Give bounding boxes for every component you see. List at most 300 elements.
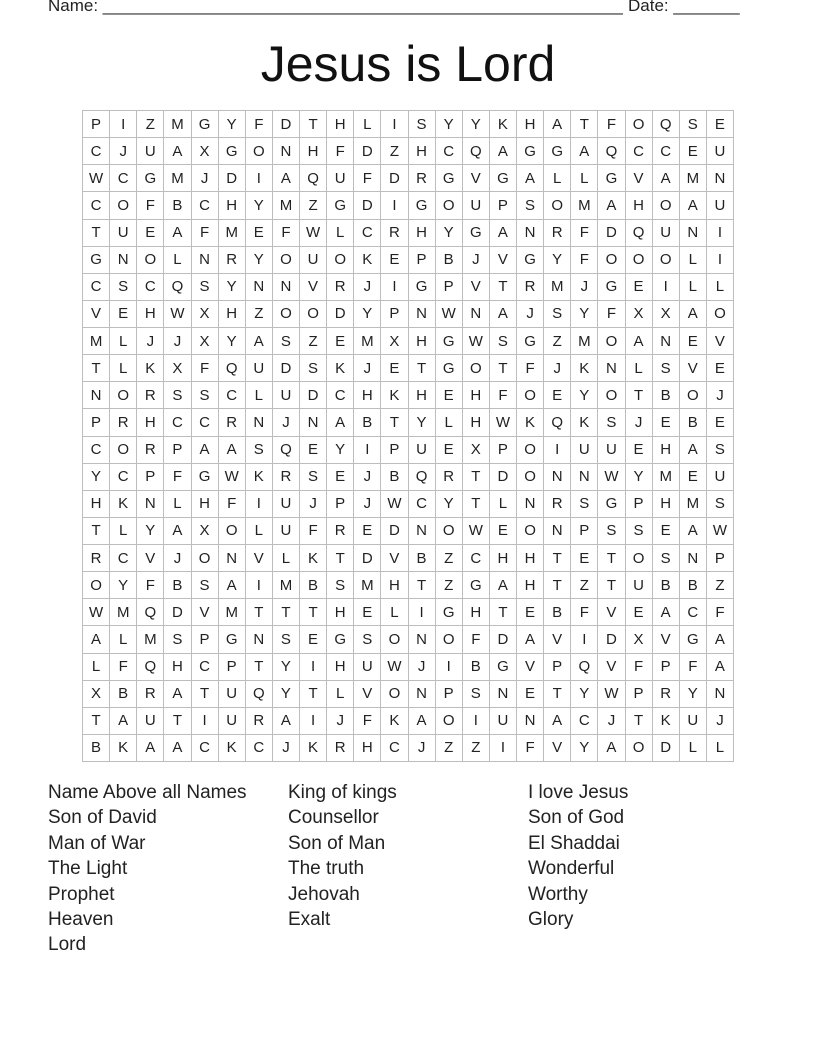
grid-cell: H [219,301,246,328]
grid-cell: O [598,247,625,274]
grid-cell: D [354,192,381,219]
grid-cell: W [463,328,490,355]
grid-cell: Y [463,111,490,138]
grid-cell: Q [246,681,273,708]
word-list-item: Jehovah [288,883,360,905]
grid-cell: Y [680,681,707,708]
grid-cell: C [219,382,246,409]
grid-cell: F [680,654,707,681]
grid-cell: H [137,409,164,436]
grid-cell: P [707,545,734,572]
grid-cell: R [544,220,571,247]
grid-cell: P [626,491,653,518]
grid-cell: A [137,735,164,762]
word-list-item: The truth [288,858,365,880]
grid-cell: B [463,654,490,681]
grid-cell: T [83,355,110,382]
grid-cell: C [83,437,110,464]
grid-cell: Q [164,274,191,301]
grid-cell: U [409,437,436,464]
grid-cell: E [680,464,707,491]
grid-cell: T [490,274,517,301]
grid-cell: A [680,192,707,219]
grid-cell: O [653,192,680,219]
grid-cell: I [381,274,408,301]
grid-cell: O [110,192,137,219]
grid-cell: E [517,681,544,708]
grid-cell: H [219,192,246,219]
grid-cell: D [490,626,517,653]
grid-cell: W [598,681,625,708]
grid-cell: Y [626,464,653,491]
grid-cell: L [246,382,273,409]
grid-cell: L [707,274,734,301]
word-list-item: Counsellor [288,807,379,829]
grid-cell: U [707,138,734,165]
grid-cell: U [246,355,273,382]
grid-cell: N [544,464,571,491]
grid-cell: U [490,708,517,735]
grid-cell: E [653,518,680,545]
grid-cell: F [137,572,164,599]
grid-cell: I [300,654,327,681]
grid-cell: F [110,654,137,681]
grid-cell: F [707,599,734,626]
grid-cell: Q [300,165,327,192]
grid-cell: V [463,165,490,192]
grid-cell: G [327,626,354,653]
grid-cell: B [381,464,408,491]
grid-cell: P [83,409,110,436]
grid-cell: T [544,572,571,599]
grid-cell: H [83,491,110,518]
grid-cell: N [707,681,734,708]
grid-cell: O [436,626,463,653]
grid-cell: M [164,165,191,192]
grid-cell: C [164,409,191,436]
grid-cell: A [680,437,707,464]
word-list-item: King of kings [288,782,397,803]
grid-cell: E [626,599,653,626]
grid-cell: J [110,138,137,165]
grid-cell: G [490,165,517,192]
grid-cell: E [436,437,463,464]
word-list-item: Man of War [48,832,146,854]
grid-cell: K [381,382,408,409]
grid-cell: G [436,355,463,382]
grid-cell: J [707,708,734,735]
grid-cell: U [110,220,137,247]
grid-cell: N [571,464,598,491]
grid-cell: C [436,138,463,165]
grid-cell: A [680,301,707,328]
grid-cell: G [327,192,354,219]
grid-cell: Y [273,681,300,708]
grid-cell: R [137,382,164,409]
grid-cell: Z [544,328,571,355]
grid-cell: G [680,626,707,653]
grid-cell: S [571,491,598,518]
grid-cell: Q [598,138,625,165]
grid-cell: G [598,274,625,301]
grid-cell: L [707,735,734,762]
grid-cell: B [354,409,381,436]
grid-cell: F [137,192,164,219]
grid-cell: S [409,111,436,138]
grid-cell: C [83,274,110,301]
grid-cell: E [436,382,463,409]
grid-cell: C [110,464,137,491]
grid-cell: N [300,409,327,436]
word-list-item: The Light [48,858,128,880]
grid-cell: H [626,192,653,219]
grid-cell: C [626,138,653,165]
grid-cell: D [219,165,246,192]
grid-cell: Y [83,464,110,491]
grid-cell: G [436,165,463,192]
grid-cell: L [680,274,707,301]
grid-cell: N [409,681,436,708]
grid-cell: P [381,437,408,464]
grid-cell: X [626,301,653,328]
grid-cell: B [300,572,327,599]
grid-cell: V [381,545,408,572]
grid-cell: F [354,165,381,192]
grid-cell: L [83,654,110,681]
grid-cell: G [409,192,436,219]
grid-cell: F [517,355,544,382]
grid-cell: I [463,708,490,735]
grid-cell: U [707,464,734,491]
grid-cell: L [571,165,598,192]
grid-cell: E [327,464,354,491]
grid-cell: F [192,220,219,247]
date-field-label: Date: _______ [628,0,740,15]
grid-cell: L [680,247,707,274]
grid-cell: H [653,491,680,518]
grid-cell: T [300,599,327,626]
grid-cell: O [517,464,544,491]
grid-cell: P [381,301,408,328]
grid-cell: X [463,437,490,464]
grid-cell: B [653,572,680,599]
grid-cell: A [490,220,517,247]
grid-cell: Y [571,681,598,708]
grid-cell: Z [436,572,463,599]
grid-cell: G [409,274,436,301]
grid-cell: K [110,735,137,762]
grid-cell: X [653,301,680,328]
grid-cell: E [571,545,598,572]
grid-cell: T [463,491,490,518]
grid-cell: F [354,708,381,735]
grid-cell: N [490,681,517,708]
grid-cell: Y [219,328,246,355]
grid-cell: L [327,220,354,247]
grid-cell: V [626,165,653,192]
grid-cell: E [626,437,653,464]
grid-cell: Q [544,409,571,436]
grid-cell: N [83,382,110,409]
grid-cell: I [490,735,517,762]
grid-cell: O [517,437,544,464]
grid-cell: E [381,247,408,274]
grid-cell: N [409,301,436,328]
grid-cell: V [544,626,571,653]
grid-cell: N [409,626,436,653]
grid-cell: Z [137,111,164,138]
grid-cell: A [327,409,354,436]
grid-cell: A [680,518,707,545]
grid-cell: A [653,599,680,626]
grid-cell: P [653,654,680,681]
grid-cell: Y [409,409,436,436]
grid-cell: G [490,654,517,681]
grid-cell: F [571,247,598,274]
grid-cell: P [490,437,517,464]
grid-cell: Y [327,437,354,464]
grid-cell: M [653,464,680,491]
grid-cell: W [83,165,110,192]
grid-cell: G [463,220,490,247]
grid-cell: E [626,274,653,301]
grid-cell: P [436,681,463,708]
grid-cell: J [409,735,436,762]
grid-cell: L [273,545,300,572]
grid-cell: C [83,138,110,165]
grid-cell: D [164,599,191,626]
grid-cell: W [164,301,191,328]
grid-cell: J [164,545,191,572]
grid-cell: D [354,138,381,165]
word-list-item: Son of God [528,807,625,829]
grid-cell: T [544,681,571,708]
grid-cell: B [544,599,571,626]
word-column-2 [288,780,397,932]
grid-cell: F [327,138,354,165]
grid-cell: T [490,355,517,382]
grid-cell: I [246,572,273,599]
grid-cell: A [219,572,246,599]
word-list-item: Glory [528,909,574,931]
grid-cell: O [273,247,300,274]
grid-cell: E [707,409,734,436]
grid-cell: N [246,274,273,301]
grid-cell: E [544,382,571,409]
grid-cell: H [517,111,544,138]
grid-cell: J [164,328,191,355]
grid-cell: G [219,626,246,653]
grid-cell: I [300,708,327,735]
grid-cell: Q [653,111,680,138]
grid-cell: S [110,274,137,301]
grid-cell: S [653,355,680,382]
grid-cell: M [680,165,707,192]
grid-cell: S [490,328,517,355]
grid-cell: O [463,355,490,382]
grid-cell: K [327,355,354,382]
grid-cell: X [164,355,191,382]
grid-cell: L [110,626,137,653]
grid-cell: M [137,626,164,653]
word-list-item: Wonderful [528,858,615,880]
grid-cell: Q [409,464,436,491]
grid-cell: W [490,409,517,436]
grid-cell: R [83,545,110,572]
header-line [48,0,748,20]
grid-cell: A [164,518,191,545]
grid-cell: H [327,599,354,626]
grid-cell: N [110,247,137,274]
grid-cell: R [137,437,164,464]
grid-cell: F [463,626,490,653]
grid-cell: U [137,138,164,165]
grid-cell: D [490,464,517,491]
grid-cell: Y [436,111,463,138]
grid-cell: D [354,545,381,572]
grid-cell: F [626,654,653,681]
grid-cell: L [354,111,381,138]
grid-cell: E [707,111,734,138]
grid-cell: A [707,626,734,653]
grid-cell: I [381,111,408,138]
grid-cell: Y [571,735,598,762]
grid-cell: I [246,165,273,192]
grid-cell: J [626,409,653,436]
grid-cell: K [300,735,327,762]
grid-cell: E [381,355,408,382]
grid-cell: T [246,654,273,681]
grid-cell: A [544,111,571,138]
grid-cell: S [164,382,191,409]
grid-cell: Q [137,599,164,626]
word-list-item: Heaven [48,909,114,931]
grid-cell: J [137,328,164,355]
grid-cell: Y [544,247,571,274]
grid-cell: U [463,192,490,219]
grid-cell: O [626,545,653,572]
grid-cell: H [354,735,381,762]
grid-cell: A [490,572,517,599]
grid-cell: N [517,491,544,518]
grid-cell: I [192,708,219,735]
grid-cell: E [137,220,164,247]
grid-cell: M [219,220,246,247]
grid-cell: A [164,138,191,165]
grid-cell: V [354,681,381,708]
grid-cell: K [653,708,680,735]
grid-cell: B [164,572,191,599]
grid-cell: L [626,355,653,382]
grid-cell: L [544,165,571,192]
grid-cell: T [598,572,625,599]
grid-cell: F [571,220,598,247]
grid-cell: I [544,437,571,464]
grid-cell: A [653,165,680,192]
grid-cell: O [83,572,110,599]
grid-cell: R [381,220,408,247]
grid-cell: O [219,518,246,545]
grid-cell: C [192,735,219,762]
grid-cell: R [219,409,246,436]
grid-cell: Z [436,735,463,762]
grid-cell: C [354,220,381,247]
grid-cell: N [680,545,707,572]
grid-cell: O [110,437,137,464]
grid-cell: R [327,274,354,301]
grid-cell: U [273,518,300,545]
grid-cell: H [164,654,191,681]
grid-cell: T [300,111,327,138]
grid-cell: K [300,545,327,572]
grid-cell: S [327,572,354,599]
grid-cell: S [653,545,680,572]
grid-cell: T [381,409,408,436]
name-field-label: Name: _______________________________________________________ [48,0,623,15]
grid-cell: S [463,681,490,708]
grid-cell: D [381,518,408,545]
grid-cell: Q [273,437,300,464]
grid-cell: V [300,274,327,301]
page-title: Jesus is Lord [260,36,556,92]
grid-cell: F [192,355,219,382]
grid-cell: T [83,708,110,735]
grid-cell: C [110,545,137,572]
grid-cell: G [544,138,571,165]
grid-cell: M [83,328,110,355]
grid-cell: O [680,382,707,409]
grid-cell: A [110,708,137,735]
grid-cell: O [327,247,354,274]
grid-cell: Q [219,355,246,382]
grid-cell: B [110,681,137,708]
grid-cell: V [246,545,273,572]
grid-cell: A [192,437,219,464]
grid-cell: X [192,138,219,165]
grid-cell: T [571,111,598,138]
grid-cell: T [192,681,219,708]
word-list-item: Name Above all Names [48,782,247,803]
grid-cell: W [219,464,246,491]
grid-cell: W [436,301,463,328]
grid-cell: J [544,355,571,382]
grid-cell: A [409,708,436,735]
grid-cell: J [192,165,219,192]
grid-cell: M [544,274,571,301]
grid-cell: T [83,518,110,545]
word-column-1 [48,780,247,958]
grid-cell: O [436,192,463,219]
grid-cell: V [653,626,680,653]
grid-cell: H [463,599,490,626]
word-list-item: Exalt [288,909,331,931]
grid-cell: Q [137,654,164,681]
word-list-item: El Shaddai [528,832,620,854]
grid-cell: Y [436,491,463,518]
grid-cell: H [409,382,436,409]
grid-cell: S [707,491,734,518]
grid-cell: T [544,545,571,572]
grid-cell: P [219,654,246,681]
grid-cell: P [436,274,463,301]
grid-cell: I [653,274,680,301]
grid-cell: H [327,654,354,681]
grid-cell: H [653,437,680,464]
grid-cell: K [571,409,598,436]
grid-cell: S [354,626,381,653]
grid-cell: Q [571,654,598,681]
grid-cell: G [517,328,544,355]
